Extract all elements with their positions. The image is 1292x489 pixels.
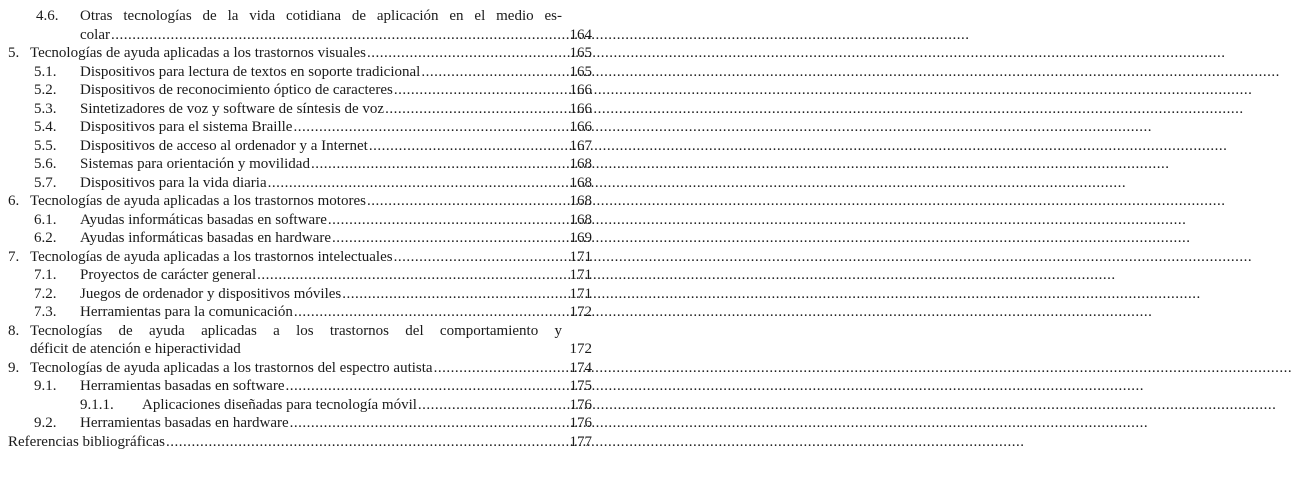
toc-entry-5-2	[0, 81, 600, 100]
toc-entry-title: Ayudas informáticas basadas en software	[80, 211, 327, 228]
toc-entry-page: 172	[569, 341, 592, 357]
toc-entry-title: Dispositivos de reconocimiento óptico de caracteres	[80, 82, 393, 98]
toc-entry-number: 5.5.	[34, 137, 57, 154]
toc-entry-title: Ayudas informáticas basadas en hardware	[80, 230, 332, 246]
toc-entry-title: Dispositivos de acceso al ordenador y a Internet	[80, 137, 368, 154]
dot-leader	[294, 303, 559, 322]
toc-entry-title: Sistemas para orientación y movilidad	[80, 156, 310, 172]
toc-entry-title-line2: colar	[80, 26, 110, 43]
toc-entry-page: 175	[569, 378, 592, 394]
dot-leader	[290, 414, 559, 433]
toc-entry-title: Tecnologías de ayuda aplicadas a los trastornos visuales	[30, 45, 366, 61]
dot-leader	[421, 63, 559, 82]
toc-entry-title: Sintetizadores de voz y software de síntesis de voz	[80, 100, 385, 117]
toc-entry-number: 7.3.	[34, 304, 57, 320]
toc-entry-page: 171	[569, 267, 592, 283]
toc-entry-title: Dispositivos para la vida diaria	[80, 174, 267, 191]
toc-entry-number: 9.1.1.	[80, 396, 114, 413]
toc-entry-page: 171	[569, 248, 592, 265]
toc-entry-page: 177	[569, 433, 592, 450]
toc-entry-number: 5.6.	[34, 156, 57, 172]
toc-entry-page: 168	[569, 193, 592, 209]
dot-leader	[418, 396, 559, 415]
dot-leader	[111, 26, 559, 45]
toc-entry-page: 164	[569, 26, 592, 43]
toc-entry-8	[0, 322, 600, 359]
toc-entry-title-line1: Otras tecnologías de la vida cotidiana de aplicación en el medio es-	[80, 8, 562, 24]
dot-leader	[394, 81, 559, 100]
toc-entry-title: Herramientas para la comunicación	[80, 304, 293, 320]
toc-entry-title: Tecnologías de ayuda aplicadas a los trastornos intelectuales	[30, 248, 393, 265]
toc-entry-page: 168	[569, 211, 592, 228]
dot-leader	[268, 174, 559, 193]
toc-entry-page: 165	[569, 45, 592, 61]
toc-entry-number: 5.3.	[34, 100, 57, 117]
toc-entry-9	[0, 359, 600, 378]
toc-entry-page: 165	[569, 63, 592, 80]
dot-leader	[332, 229, 559, 248]
toc-entry-number: 9.1.	[34, 378, 57, 394]
table-of-contents	[0, 7, 600, 451]
dot-leader	[434, 359, 559, 378]
dot-leader	[367, 44, 559, 63]
toc-entry-title-line1: Tecnologías de ayuda aplicadas a los trastornos del comportamiento y	[30, 322, 562, 339]
toc-entry-page: 166	[569, 82, 592, 98]
toc-entry-9-2	[0, 414, 600, 433]
toc-entry-page: 166	[569, 119, 592, 135]
toc-entry-title: Tecnologías de ayuda aplicadas a los trastornos del espectro autista	[30, 359, 433, 376]
toc-entry-5-1	[0, 63, 600, 82]
toc-entry-page: 176	[569, 415, 592, 431]
dot-leader	[311, 155, 559, 174]
toc-entry-7-1	[0, 266, 600, 285]
toc-entry-number: 6.2.	[34, 230, 57, 246]
toc-entry-number: 5.	[8, 45, 20, 61]
toc-entry-title: Referencias bibliográficas	[8, 433, 166, 450]
toc-entry-5-3	[0, 100, 600, 119]
toc-entry-6-1	[0, 211, 600, 230]
toc-entry-7	[0, 248, 600, 267]
toc-entry-title: Proyectos de carácter general	[80, 267, 257, 283]
toc-entry-9-1-1	[0, 396, 600, 415]
toc-entry-title: Juegos de ordenador y dispositivos móviles	[80, 285, 342, 302]
toc-entry-title: Dispositivos para lectura de textos en soporte tradicional	[80, 63, 421, 80]
toc-entry-number: 8.	[8, 322, 20, 339]
dot-leader	[394, 248, 559, 267]
toc-entry-page: 166	[569, 100, 592, 117]
toc-entry-title: Herramientas basadas en hardware	[80, 415, 289, 431]
dot-leader	[293, 118, 559, 137]
toc-entry-number: 7.2.	[34, 285, 57, 302]
toc-entry-page: 168	[569, 156, 592, 172]
toc-entry-6	[0, 192, 600, 211]
toc-entry-number: 5.7.	[34, 174, 57, 191]
toc-entry-5-4	[0, 118, 600, 137]
toc-entry-title: Tecnologías de ayuda aplicadas a los trastornos motores	[30, 193, 366, 209]
toc-entry-number: 5.4.	[34, 119, 57, 135]
dot-leader	[342, 285, 559, 304]
toc-entry-number: 7.	[8, 248, 20, 265]
toc-entry-number: 5.2.	[34, 82, 57, 98]
toc-entry-title: Herramientas basadas en software	[80, 378, 285, 394]
toc-entry-number: 6.1.	[34, 211, 57, 228]
toc-entry-title: Dispositivos para el sistema Braille	[80, 119, 293, 135]
toc-entry-6-2	[0, 229, 600, 248]
toc-entry-7-2	[0, 285, 600, 304]
toc-entry-4-6	[0, 7, 600, 44]
toc-entry-page: 172	[569, 304, 592, 320]
toc-entry-page: 168	[569, 174, 592, 191]
dot-leader	[367, 192, 559, 211]
toc-entry-title: Aplicaciones diseñadas para tecnología móvil	[142, 396, 417, 413]
toc-entry-page: 171	[569, 285, 592, 302]
toc-entry-5-5	[0, 137, 600, 156]
toc-entry-9-1	[0, 377, 600, 396]
toc-entry-page: 169	[569, 230, 592, 246]
dot-leader	[369, 137, 559, 156]
toc-entry-page: 176	[569, 396, 592, 413]
dot-leader	[166, 433, 559, 452]
toc-entry-page: 174	[569, 359, 592, 376]
dot-leader	[286, 377, 560, 396]
toc-entry-5-7	[0, 174, 600, 193]
toc-entry-title-line2: déficit de atención e hiperactividad	[30, 341, 241, 357]
toc-entry-page: 167	[569, 137, 592, 154]
toc-entry-number: 4.6.	[36, 8, 59, 24]
toc-entry-5-6	[0, 155, 600, 174]
toc-entry-number: 7.1.	[34, 267, 57, 283]
toc-entry-number: 9.2.	[34, 415, 57, 431]
toc-entry-7-3	[0, 303, 600, 322]
toc-entry-number: 9.	[8, 359, 20, 376]
dot-leader	[328, 211, 559, 230]
dot-leader	[257, 266, 559, 285]
dot-leader	[385, 100, 559, 119]
toc-entry-references	[0, 433, 600, 452]
toc-entry-number: 5.1.	[34, 63, 57, 80]
toc-entry-5	[0, 44, 600, 63]
toc-entry-number: 6.	[8, 193, 20, 209]
